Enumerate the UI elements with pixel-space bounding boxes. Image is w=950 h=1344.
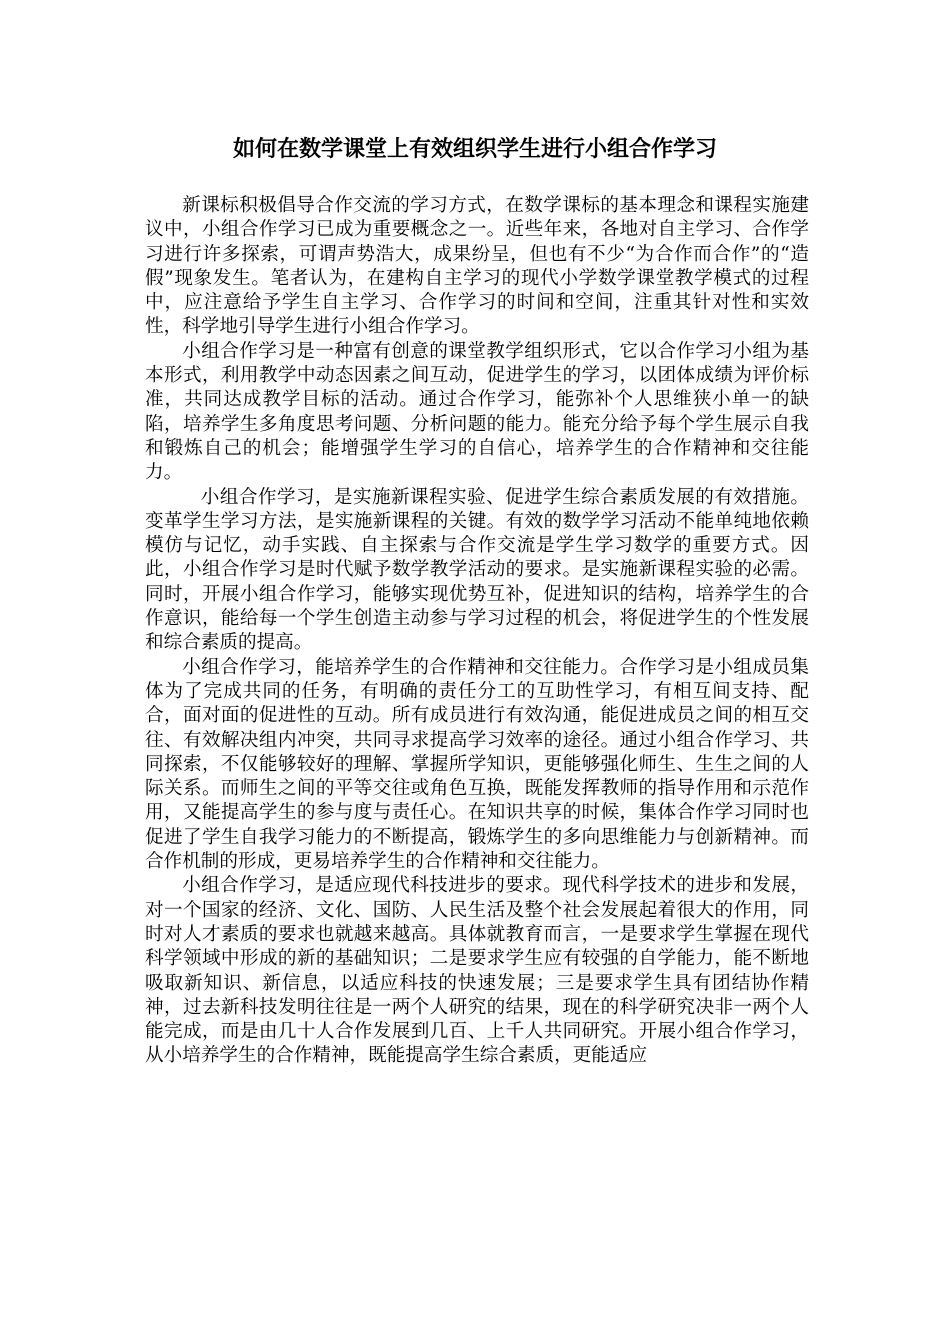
- paragraph-2: 小组合作学习是一种富有创意的课堂教学组织形式，它以合作学习小组为基本形式，利用教学中动态因素之间互动，促进学生的学习，以团体成绩为评价标准，共同达成教学目标的活动。通过合作学习，能弥补个人思维狭小单一的缺陷，培养学生多角度思考问题、分析问题的能力。能充分给予每个学生展示自我和锻炼自己的机会；能增强学生学习的自信心，培养学生的合作精神和交往能力。: [145, 340, 809, 484]
- paragraph-4: 小组合作学习，能培养学生的合作精神和交往能力。合作学习是小组成员集体为了完成共同的任务，有明确的责任分工的互助性学习，有相互间支持、配合，面对面的促进性的互动。所有成员进行有效沟通，能促进成员之间的相互交往、有效解决组内冲突，共同寻求提高学习效率的途径。通过小组合作学习、共同探索，不仅能够较好的理解、掌握所学知识，更能够强化师生、生生之间的人际关系。而师生之间的平等交往或角色互换，既能发挥教师的指导作用和示范作用，又能提高学生的参与度与责任心。在知识共享的时候，集体合作学习同时也促进了学生自我学习能力的不断提高，锻炼学生的多向思维能力与创新精神。而合作机制的形成，更易培养学生的合作精神和交往能力。: [145, 656, 809, 873]
- document-title: 如何在数学课堂上有效组织学生进行小组合作学习: [232, 136, 717, 162]
- paragraph-1: 新课标积极倡导合作交流的学习方式，在数学课标的基本理念和课程实施建议中，小组合作学习已成为重要概念之一。近些年来，各地对自主学习、合作学习进行许多探索，可谓声势浩大，成果纷呈，但也有不少“为合作而合作”的“造假”现象发生。笔者认为，在建构自主学习的现代小学数学课堂教学模式的过程中，应注意给予学生自主学习、合作学习的时间和空间，注重其针对性和实效性，科学地引导学生进行小组合作学习。: [145, 195, 809, 338]
- paragraph-3: 小组合作学习，是实施新课程实验、促进学生综合素质发展的有效措施。变革学生学习方法，是实施新课程的关键。有效的数学学习活动不能单纯地依赖模仿与记忆，动手实践、自主探索与合作交流是学生学习数学的重要方式。因此，小组合作学习是时代赋予数学教学活动的要求。是实施新课程实验的必需。同时，开展小组合作学习，能够实现优势互补，促进知识的结构，培养学生的合作意识，能给每一个学生创造主动参与学习过程的机会，将促进学生的个性发展和综合素质的提高。: [145, 486, 809, 654]
- paragraph-5: 小组合作学习，是适应现代科技进步的要求。现代科学技术的进步和发展，对一个国家的经济、文化、国防、人民生活及整个社会发展起着很大的作用，同时对人才素质的要求也就越来越高。具体就教育而言，一是要求学生掌握在现代科学领域中形成的新的基础知识；二是要求学生应有较强的自学能力，能不断地吸取新知识、新信息，以适应科技的快速发展；三是要求学生具有团结协作精神，过去新科技发明往往是一两个人研究的结果，现在的科学研究决非一两个人能完成，而是由几十人合作发展到几百、上千人共同研究。开展小组合作学习，从小培养学生的合作精神，既能提高学生综合素质，更能适应: [145, 875, 809, 1067]
- document-body: [145, 194, 809, 1069]
